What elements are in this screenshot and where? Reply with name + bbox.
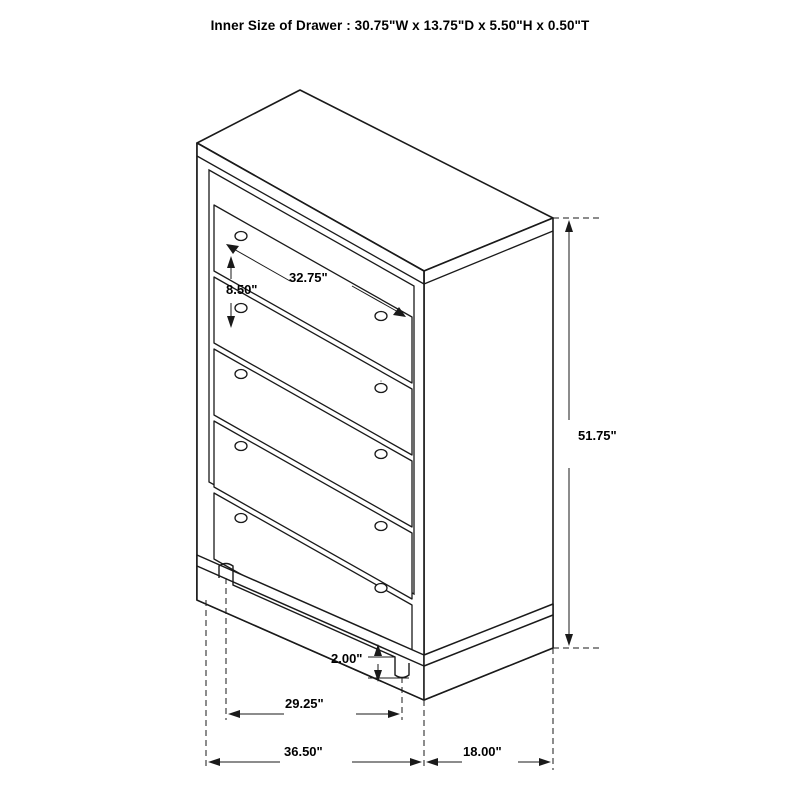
knob-5-left bbox=[235, 514, 247, 523]
knob-3-left bbox=[235, 370, 247, 379]
label-total-width: 36.50" bbox=[284, 744, 323, 759]
knob-1-left bbox=[235, 232, 247, 241]
knob-4-left bbox=[235, 442, 247, 451]
page-title: Inner Size of Drawer : 30.75"W x 13.75"D x 5.50"H x 0.50"T bbox=[210, 18, 590, 33]
label-base-width: 29.25" bbox=[285, 696, 324, 711]
knob-1-right bbox=[375, 312, 387, 321]
knob-2-right bbox=[375, 384, 387, 393]
label-depth: 18.00" bbox=[463, 744, 502, 759]
label-drawer-height: 8.50" bbox=[226, 282, 258, 297]
label-total-height: 51.75" bbox=[578, 428, 617, 443]
knob-3-right bbox=[375, 450, 387, 459]
knob-5-right bbox=[375, 584, 387, 593]
label-drawer-width: 32.75" bbox=[289, 270, 328, 285]
label-foot-height: 2.00" bbox=[331, 651, 363, 666]
knob-2-left bbox=[235, 304, 247, 313]
knob-4-right bbox=[375, 522, 387, 531]
